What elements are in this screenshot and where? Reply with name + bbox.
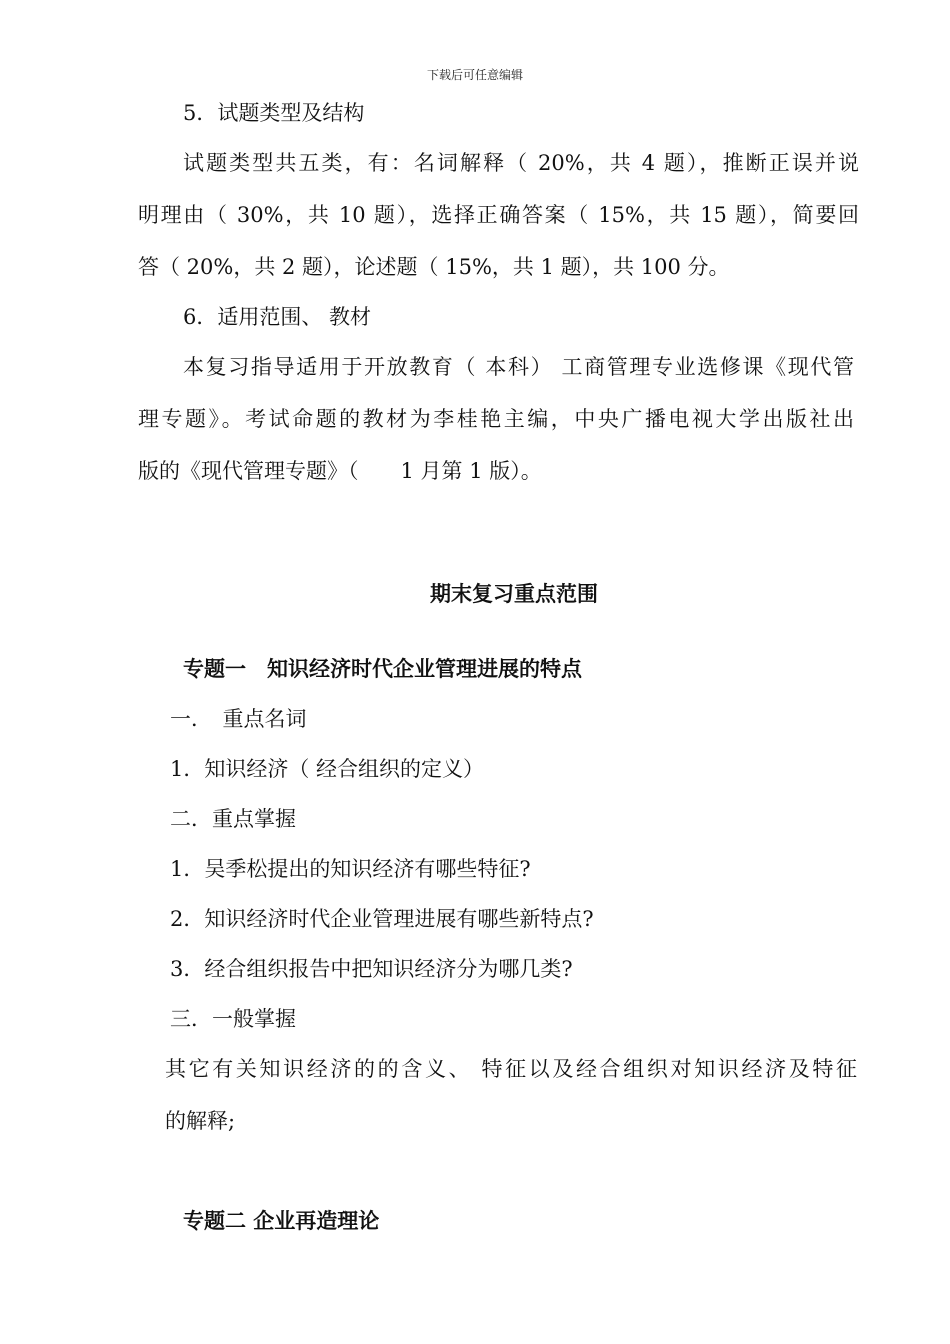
review-section-title: 期末复习重点范围 <box>430 582 598 606</box>
section-6-paragraph-line: 理专题》。考试命题的教材为李桂艳主编，中央广播电视大学出版社出 <box>138 407 854 431</box>
topic-1-part-1-heading: 一． 重点名词 <box>170 707 307 731</box>
topic-1-title: 专题一 知识经济时代企业管理进展的特点 <box>183 657 582 681</box>
topic-1-part-3-line: 其它有关知识经济的的含义、 特征以及经合组织对知识经济及特征 <box>165 1057 857 1081</box>
section-5-paragraph-line: 试题类型共五类，有：名词解释（ 20%，共 4 题），推断正误并说 <box>183 151 859 175</box>
topic-1-part-3-heading: 三．一般掌握 <box>170 1007 296 1031</box>
topic-1-part-1-item: 1．知识经济（ 经合组织的定义） <box>170 757 485 781</box>
section-5-paragraph-line: 答（ 20%，共 2 题），论述题（ 15%，共 1 题），共 100 分。 <box>138 255 730 279</box>
page-header-note: 下载后可任意编辑 <box>426 68 523 82</box>
section-6-paragraph-line: 版的《现代管理专题》（ 1 月第 1 版）。 <box>138 459 542 483</box>
topic-1-part-2-item: 3．经合组织报告中把知识经济分为哪几类? <box>170 957 573 981</box>
topic-1-part-3-line: 的解释; <box>165 1109 236 1133</box>
section-6-paragraph-line: 本复习指导适用于开放教育（ 本科） 工商管理专业选修课《现代管 <box>183 355 854 379</box>
section-5-heading: 5．试题类型及结构 <box>183 101 365 125</box>
topic-1-part-2-heading: 二．重点掌握 <box>170 807 296 831</box>
section-5-paragraph-line: 明理由（ 30%，共 10 题），选择正确答案（ 15%，共 15 题），简要回 <box>138 203 859 227</box>
topic-1-part-2-item: 2．知识经济时代企业管理进展有哪些新特点? <box>170 907 594 931</box>
topic-2-title: 专题二 企业再造理论 <box>183 1209 380 1233</box>
section-6-heading: 6．适用范围、 教材 <box>183 305 372 329</box>
topic-1-part-2-item: 1．吴季松提出的知识经济有哪些特征? <box>170 857 531 881</box>
